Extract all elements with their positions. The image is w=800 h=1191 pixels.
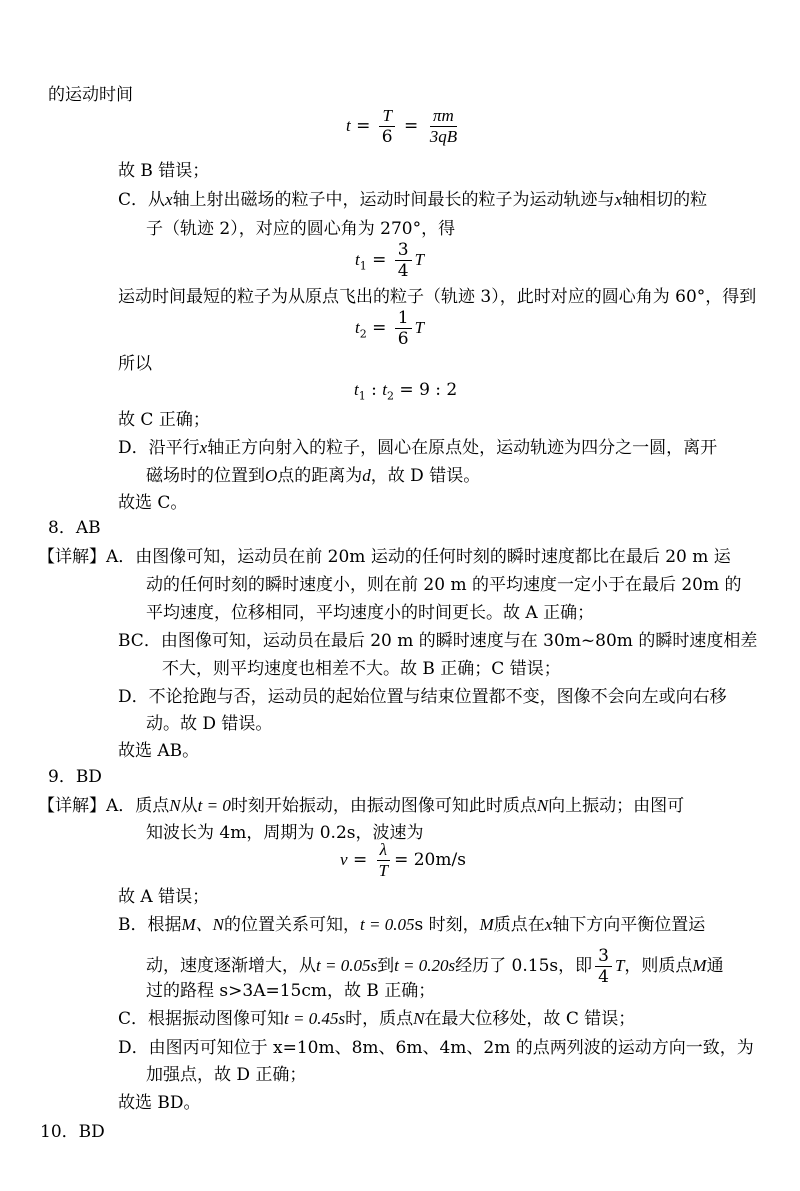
detail-tag: 【详解】 xyxy=(38,547,106,567)
detail-tag: 【详解】 xyxy=(38,796,106,816)
math-var: t xyxy=(346,116,351,135)
fraction: $\frac{\pi m}{3qB}$ xyxy=(429,106,458,146)
text-line: D．不论抢跑与否，运动员的起始位置与结束位置都不变，图像不会向左或向右移 xyxy=(118,687,727,707)
text-line: 平均速度，位移相同，平均速度小的时间更长。故 A 正确； xyxy=(146,603,595,623)
text-line: 动。故 D 错误。 xyxy=(146,714,273,734)
equation: v = $\frac{\lambda}{T}$ = 20m/s xyxy=(340,840,466,880)
text-line: 过的路程 s>3A=15cm，故 B 正确； xyxy=(146,981,436,1001)
text-line: 所以 xyxy=(118,354,152,374)
fraction: $\frac{1}{6}$ xyxy=(395,308,412,349)
text-line: C．从x轴上射出磁场的粒子中，运动时间最长的粒子为运动轨迹与x轴相切的粒 xyxy=(118,190,708,210)
text-line: D．沿平行x轴正方向射入的粒子，圆心在原点处，运动轨迹为四分之一圆，离开 xyxy=(118,438,718,458)
question-number: 10．BD xyxy=(40,1122,105,1142)
text-line: 故 B 错误； xyxy=(118,161,210,181)
text-line xyxy=(48,84,133,106)
text-line: 故选 AB。 xyxy=(118,741,200,761)
text-line: 不大，则平均速度也相差不大。故 B 正确；C 错误； xyxy=(162,659,561,679)
text-line: D．由图丙可知位于 x=10m、8m、6m、4m、2m 的点两列波的运动方向一致，为 xyxy=(118,1038,754,1058)
text-line: B．根据M、N的位置关系可知，t = 0.05s 时刻，M质点在x轴下方向平衡位置运 xyxy=(118,915,706,935)
text-line: 知波长为 4m，周期为 0.2s，波速为 xyxy=(146,823,424,843)
text-line: BC．由图像可知，运动员在最后 20 m 的瞬时速度与在 30m~80m 的瞬时速度相差 xyxy=(118,631,758,651)
text-line: 故 C 正确； xyxy=(118,410,210,430)
fraction: $\frac{3}{4}$ xyxy=(395,240,412,281)
text-line: 磁场时的位置到O点的距离为d，故 D 错误。 xyxy=(146,466,481,486)
text-line: C．根据振动图像可知t = 0.45s时，质点N在最大位移处，故 C 错误； xyxy=(118,1009,636,1029)
equation: $t_2$ = $\frac{1}{6}$ T xyxy=(355,308,425,349)
question-number: 9．BD xyxy=(48,767,102,787)
equation: $t_1$ : $t_2 = 9$ : 2 xyxy=(354,380,458,403)
text-line: 【详解】A．由图像可知，运动员在前 20m 运动的任何时刻的瞬时速度都比在最后 20 m 运 xyxy=(38,547,731,567)
text-line: 故选 BD。 xyxy=(118,1093,201,1113)
text-line: 子（轨迹 2），对应的圆心角为 270°，得 xyxy=(146,219,456,239)
text-line: 故选 C。 xyxy=(118,493,188,513)
fraction: $\frac{T}{6}$ xyxy=(379,106,396,147)
fraction: $\frac{\lambda}{T}$ xyxy=(378,840,389,880)
text-line: 运动时间最短的粒子为从原点飞出的粒子（轨迹 3），此时对应的圆心角为 60°，得到 xyxy=(118,287,757,307)
text: 的运动时间 xyxy=(48,85,133,105)
text-line: 动的任何时刻的瞬时速度小，则在前 20 m 的平均速度一定小于在最后 20m 的 xyxy=(146,575,742,595)
question-number: 8．AB xyxy=(48,518,101,538)
equation: $t_1$ = $\frac{3}{4}$ T xyxy=(355,240,425,281)
text-line: 故 A 错误； xyxy=(118,887,210,907)
text-line: 动，速度逐渐增大，从t = 0.05s到t = 0.20s经历了 0.15s，即 $\frac{3}{4}$ T，则质点M通 xyxy=(146,946,724,987)
equation: t = $\frac{T}{6}$ = $\frac{\pi m}{3qB}$ xyxy=(346,106,463,147)
fraction: $\frac{3}{4}$ xyxy=(595,946,612,987)
text-line: 【详解】A．质点N从t = 0时刻开始振动，由振动图像可知此时质点N向上振动；由图可 xyxy=(38,796,685,816)
text-line: 加强点，故 D 正确； xyxy=(146,1065,307,1085)
